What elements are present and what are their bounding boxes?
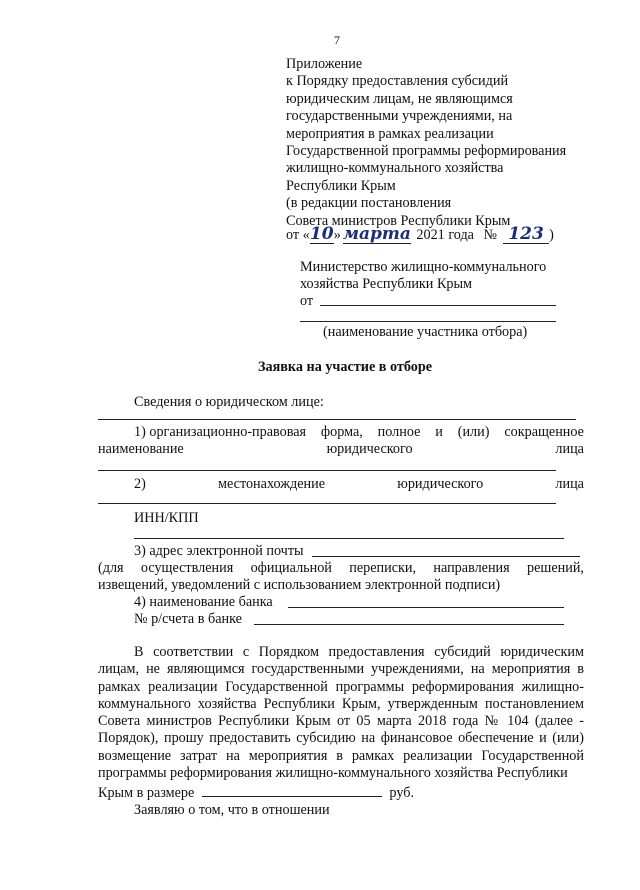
appendix-line: Республики Крым <box>286 177 396 194</box>
addressee-line-2: хозяйства Республики Крым <box>300 276 473 292</box>
appendix-line: государственными учреждениями, на <box>286 108 513 125</box>
addressee-line-1: Министерство жилищно-коммунального <box>300 259 547 275</box>
item-2-line <box>134 476 584 493</box>
blank-line-1 <box>98 419 576 420</box>
amount-line <box>98 783 414 802</box>
date-year: 2021 года <box>416 227 474 243</box>
email-note-word: осуществления <box>140 560 234 576</box>
email-note-word: переписки, <box>349 560 417 576</box>
date-month-handwritten: марта <box>342 224 411 244</box>
email-note-line-1 <box>98 560 584 577</box>
body-paragraph: В соответствии с Порядком предоставления субсидий юридическим лицам, не являющимся государственными учреждениями, на мероприятия в рамках реализации Государственной программы реформирования жилищно-коммунального хозяйства Республики Крым, утвержденным постановлением Совета министров Республики Крым от 05 марта 2018 года № 104 (далее - Порядок), прошу предоставить субсидию на финансовое обеспечение и (или) возмещение затрат на мероприятия в рамках реализации Государственной программы реформирования жилищно-коммунального хозяйства Республики <box>98 644 584 782</box>
item-1-word: (или) <box>457 424 490 440</box>
email-note-line-2: извещений, уведомлений с использованием электронной подписи) <box>98 577 501 593</box>
number-handwritten: 123 <box>503 226 549 244</box>
amount-suffix: руб. <box>389 785 415 801</box>
account-label: № р/счета в банке <box>134 611 242 627</box>
blank-line-4 <box>134 538 564 539</box>
item-1-line-1 <box>134 424 584 441</box>
email-blank-line <box>312 556 580 557</box>
addressee-from-label: от <box>300 293 314 309</box>
appendix-line: Совета министров Республики Крым <box>286 212 511 229</box>
date-day-handwritten: 10 <box>309 224 334 244</box>
item-1-word: юридического <box>326 441 413 457</box>
appendix-date-line <box>286 226 554 244</box>
email-note-word: официальной <box>250 560 332 576</box>
bank-name-blank-line <box>288 607 564 608</box>
item-1-word: 1) организационно-правовая <box>134 424 307 440</box>
item-2-word: местонахождение <box>218 476 326 492</box>
document-title: Заявка на участие в отборе <box>258 359 433 375</box>
item-2-word: юридического <box>397 476 484 492</box>
email-label: 3) адрес электронной почты <box>134 543 304 559</box>
item-1-word: форма, <box>320 424 363 440</box>
info-heading: Сведения о юридическом лице: <box>134 394 324 410</box>
account-blank-line <box>254 624 564 625</box>
declaration-line: Заявляю о том, что в отношении <box>134 802 330 818</box>
from-blank-line <box>320 305 556 306</box>
appendix-line: мероприятия в рамках реализации <box>286 125 494 142</box>
email-note-word: направления <box>433 560 510 576</box>
item-1-word: наименование <box>98 441 184 457</box>
participant-caption: (наименование участника отбора) <box>323 324 528 340</box>
item-1-word: и <box>435 424 443 440</box>
item-1-word: полное <box>377 424 421 440</box>
item-1-word: лица <box>555 441 584 457</box>
blank-line-3 <box>98 503 556 504</box>
appendix-line: Государственной программы реформирования <box>286 143 567 160</box>
item-2-word: 2) <box>134 476 146 492</box>
appendix-line: жилищно-коммунального хозяйства <box>286 160 504 177</box>
date-close: » <box>333 227 341 243</box>
amount-blank <box>202 783 382 797</box>
page-number: 7 <box>334 33 340 47</box>
email-note-word: решений, <box>527 560 584 576</box>
date-prefix: от « <box>286 227 310 243</box>
email-note-word: (для <box>98 560 124 576</box>
item-1-line-2 <box>98 441 584 458</box>
appendix-line: юридическим лицам, не являющимся <box>286 90 513 107</box>
appendix-block <box>286 56 566 230</box>
inn-kpp-label: ИНН/КПП <box>134 510 199 526</box>
appendix-line: Приложение <box>286 56 363 72</box>
item-2-word: лица <box>555 476 584 492</box>
bank-name-label: 4) наименование банка <box>134 594 273 610</box>
number-sign: № <box>483 227 498 243</box>
appendix-line: к Порядку предоставления субсидий <box>286 73 509 90</box>
amount-prefix: Крым в размере <box>98 785 195 801</box>
item-1-word: сокращенное <box>504 424 584 440</box>
blank-line-2 <box>98 470 556 471</box>
participant-blank-line <box>300 321 556 322</box>
close-paren: ) <box>549 227 554 243</box>
appendix-line: (в редакции постановления <box>286 195 452 212</box>
